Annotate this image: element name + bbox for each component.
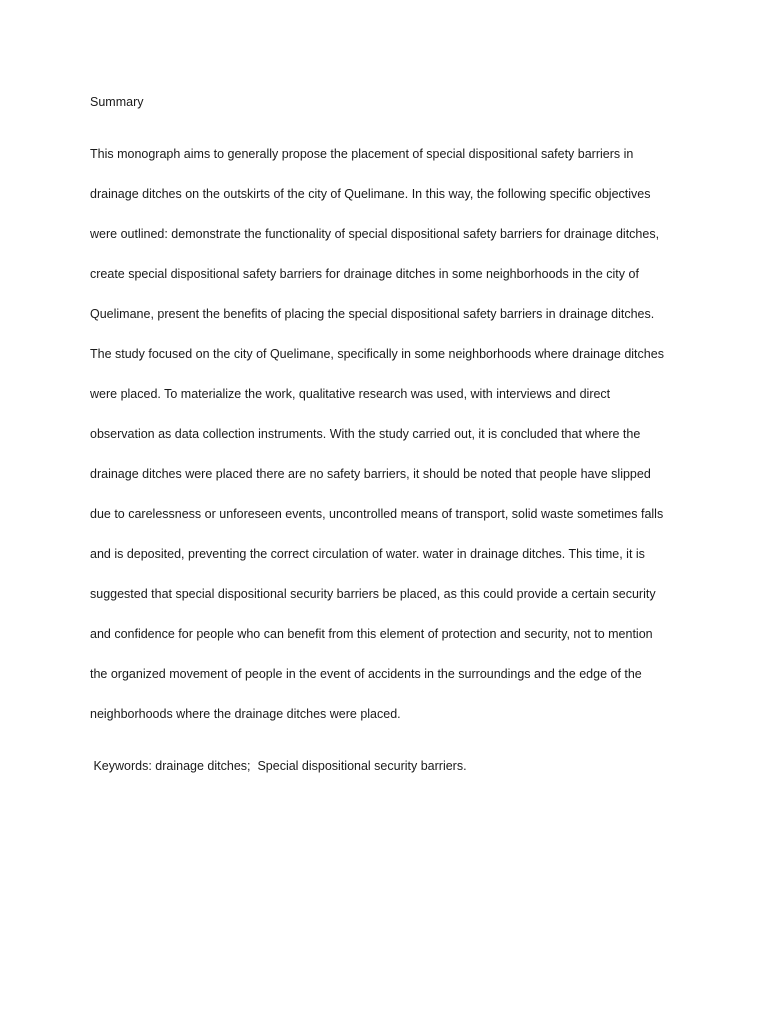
abstract-line: The study focused on the city of Quelimane, specifically in some neighborhoods where drainage ditches <box>90 347 664 361</box>
abstract-line: suggested that special dispositional security barriers be placed, as this could provide a certain security <box>90 587 656 601</box>
abstract-line: were placed. To materialize the work, qualitative research was used, with interviews and direct <box>90 387 611 401</box>
abstract-line: and confidence for people who can benefit from this element of protection and security, not to mention <box>90 627 653 641</box>
abstract-line: drainage ditches on the outskirts of the city of Quelimane. In this way, the following specific objectives <box>90 187 651 201</box>
abstract-line: were outlined: demonstrate the functionality of special dispositional safety barriers for drainage ditches, <box>90 227 660 241</box>
abstract-line: create special dispositional safety barriers for drainage ditches in some neighborhoods in the city of <box>90 267 639 281</box>
keywords-line: Keywords: drainage ditches; Special dispositional security barriers. <box>90 759 467 773</box>
abstract-line: Quelimane, present the benefits of placing the special dispositional safety barriers in drainage ditches. <box>90 307 655 321</box>
abstract-line: neighborhoods where the drainage ditches were placed. <box>90 707 401 721</box>
abstract-line: This monograph aims to generally propose the placement of special dispositional safety barriers in <box>90 147 634 161</box>
abstract-line: observation as data collection instruments. With the study carried out, it is concluded that where the <box>90 427 641 441</box>
abstract-line: the organized movement of people in the event of accidents in the surroundings and the edge of the <box>90 667 642 681</box>
abstract-line: and is deposited, preventing the correct circulation of water. water in drainage ditches. This time, it is <box>90 547 645 561</box>
abstract-line: due to carelessness or unforeseen events, uncontrolled means of transport, solid waste sometimes falls <box>90 507 664 521</box>
abstract-line: drainage ditches were placed there are no safety barriers, it should be noted that people have slipped <box>90 467 651 481</box>
abstract-paragraph <box>90 124 690 744</box>
section-heading: Summary <box>90 95 144 109</box>
document-page <box>90 92 690 776</box>
